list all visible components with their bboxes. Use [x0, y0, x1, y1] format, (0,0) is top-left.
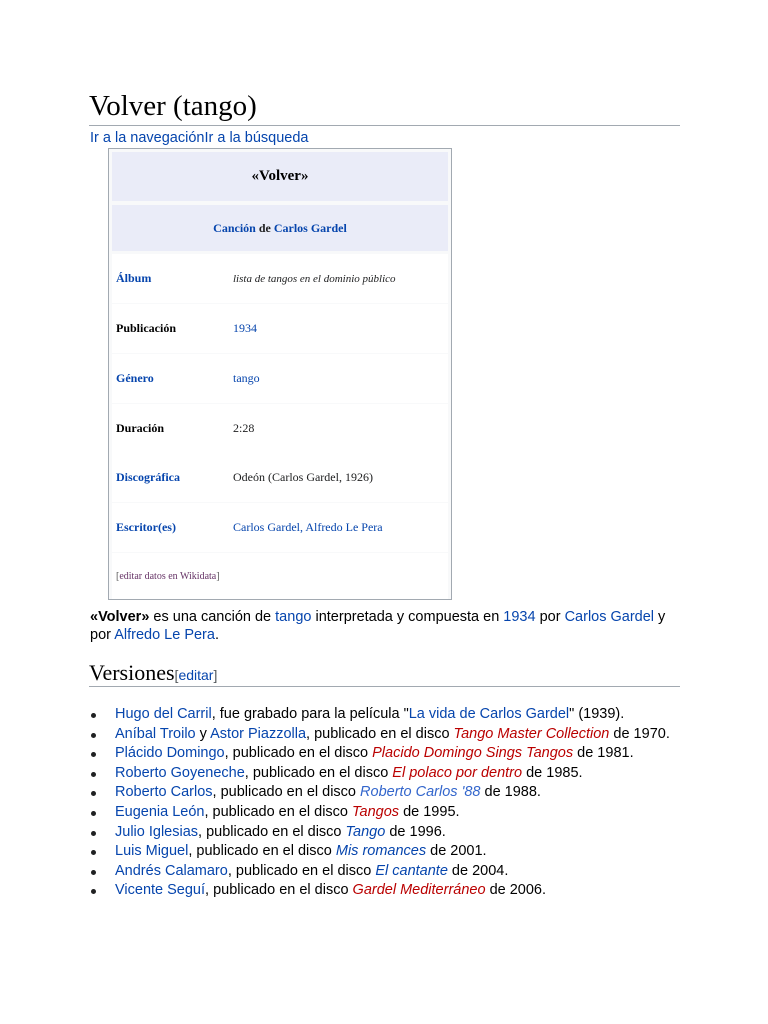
artist-link[interactable]: Astor Piazzolla	[210, 725, 307, 742]
infobox-label-record-label[interactable]: Discográfica	[116, 470, 180, 484]
intro-bold-title: «Volver»	[90, 609, 150, 625]
carlos-gardel-link[interactable]: Carlos Gardel	[564, 609, 655, 625]
item-text: , publicado en el disco	[188, 843, 336, 860]
intro-text: es una canción de	[149, 609, 276, 625]
list-item	[89, 705, 679, 725]
album-link[interactable]: Gardel Mediterráneo	[352, 882, 486, 899]
list-item	[89, 725, 679, 745]
section-edit	[175, 667, 218, 683]
list-item	[89, 803, 679, 823]
artist-link[interactable]: Vicente Seguí	[115, 882, 206, 899]
infobox-footer	[112, 553, 448, 599]
item-text: , publicado en el disco	[212, 784, 361, 801]
edit-bracket-open: [	[174, 667, 179, 683]
versions-list	[89, 705, 679, 901]
infobox-value-duration: 2:28	[233, 421, 255, 435]
versions-heading-text: Versiones	[89, 660, 175, 685]
album-link[interactable]: El cantante	[375, 862, 448, 879]
item-tail: de 2006.	[485, 882, 547, 899]
jump-to-search-link[interactable]: Ir a la búsqueda	[204, 130, 309, 146]
item-text: , publicado en el disco	[198, 823, 346, 840]
item-tail: de 1985.	[522, 764, 583, 781]
item-text: , publicado en el disco	[224, 745, 373, 762]
artist-link[interactable]: Andrés Calamaro	[115, 862, 228, 879]
infobox-subtitle	[112, 205, 448, 251]
edit-wikidata-link[interactable]: editar datos en Wikidata	[119, 570, 217, 582]
infobox-row-album	[112, 254, 448, 303]
artist-link[interactable]: Hugo del Carril	[115, 706, 212, 722]
infobox-artist-link[interactable]: Carlos Gardel	[273, 220, 347, 235]
page-title: Volver (tango)	[89, 90, 257, 122]
infobox-row-duration	[112, 404, 448, 453]
infobox-label-album[interactable]: Álbum	[116, 271, 152, 285]
film-link[interactable]: La vida de Carlos Gardel	[408, 706, 570, 722]
artist-link[interactable]: Aníbal Troilo	[115, 725, 196, 742]
item-text: , publicado en el disco	[204, 803, 353, 820]
item-tail: de 1981.	[573, 745, 634, 762]
artist-link[interactable]: Roberto Goyeneche	[115, 764, 245, 781]
edit-bracket-close: ]	[213, 667, 218, 683]
album-link[interactable]: Tango Master Collection	[453, 725, 610, 742]
infobox-row-genre	[112, 354, 448, 403]
infobox-subtitle-connector: de	[255, 220, 274, 235]
list-item	[89, 764, 679, 784]
jump-links	[90, 130, 308, 146]
intro-text: interpretada y compuesta en	[311, 609, 504, 625]
alfredo-le-pera-link[interactable]: Alfredo Le Pera	[114, 627, 215, 643]
intro-text: .	[214, 627, 219, 643]
artist-link[interactable]: Plácido Domingo	[115, 745, 225, 762]
item-text: , publicado en el disco	[227, 862, 376, 879]
item-tail: de 1995.	[399, 803, 460, 820]
intro-paragraph	[90, 608, 670, 644]
infobox-label-duration: Duración	[116, 421, 164, 435]
infobox-title: «Volver»	[112, 152, 448, 201]
list-item	[89, 862, 679, 882]
versions-heading	[89, 660, 217, 686]
album-link[interactable]: Tango	[345, 823, 386, 840]
artist-link[interactable]: Roberto Carlos	[115, 784, 213, 801]
intro-text: y por	[90, 609, 666, 643]
year-1934-link[interactable]: 1934	[503, 609, 536, 625]
infobox	[108, 148, 452, 600]
infobox-value-genre[interactable]: tango	[233, 371, 260, 385]
tango-link[interactable]: tango	[275, 609, 312, 625]
edit-section-link[interactable]: editar	[178, 667, 214, 683]
item-text: , fue grabado para la película "	[211, 706, 409, 722]
list-item	[89, 842, 679, 862]
jump-to-navigation-link[interactable]: Ir a la navegación	[90, 130, 205, 146]
infobox-label-publication: Publicación	[116, 321, 177, 335]
artist-link[interactable]: Eugenia León	[115, 803, 205, 820]
infobox-song-link[interactable]: Canción	[213, 220, 256, 235]
album-link[interactable]: El polaco por dentro	[392, 764, 523, 781]
item-text: , publicado en el disco	[244, 764, 393, 781]
intro-text: por	[535, 609, 565, 625]
item-tail: de 2001.	[426, 843, 487, 860]
infobox-value-record-label: Odeón (Carlos Gardel, 1926)	[233, 470, 373, 484]
item-tail: de 1996.	[385, 823, 446, 840]
footer-bracket-open: [	[116, 570, 120, 582]
item-text: y	[195, 725, 211, 742]
item-tail: " (1939).	[569, 706, 625, 722]
infobox-label-writers[interactable]: Escritor(es)	[116, 520, 176, 534]
item-tail: de 1970.	[609, 725, 670, 742]
infobox-row-writers	[112, 503, 448, 552]
list-item	[89, 881, 679, 901]
infobox-value-writers[interactable]: Carlos Gardel, Alfredo Le Pera	[233, 520, 383, 534]
infobox-label-genre[interactable]: Género	[116, 371, 154, 385]
infobox-value-album: lista de tangos en el dominio público	[233, 272, 396, 285]
list-item	[89, 744, 679, 764]
infobox-value-publication[interactable]: 1934	[233, 321, 257, 335]
section-divider	[89, 686, 680, 687]
infobox-row-publication	[112, 304, 448, 353]
list-item	[89, 823, 679, 843]
infobox-row-label	[112, 453, 448, 502]
album-link[interactable]: Placido Domingo Sings Tangos	[372, 745, 574, 762]
item-text: , publicado en el disco	[205, 882, 353, 899]
list-item	[89, 783, 679, 803]
footer-bracket-close: ]	[216, 570, 220, 582]
artist-link[interactable]: Julio Iglesias	[115, 823, 199, 840]
album-link[interactable]: Tangos	[352, 803, 400, 820]
artist-link[interactable]: Luis Miguel	[115, 843, 189, 860]
item-tail: de 2004.	[447, 862, 509, 879]
item-text: , publicado en el disco	[306, 725, 454, 742]
title-divider	[89, 125, 680, 126]
album-link[interactable]: Mis romances	[335, 843, 427, 860]
album-link[interactable]: Roberto Carlos '88	[360, 784, 481, 801]
item-tail: de 1988.	[480, 784, 541, 801]
